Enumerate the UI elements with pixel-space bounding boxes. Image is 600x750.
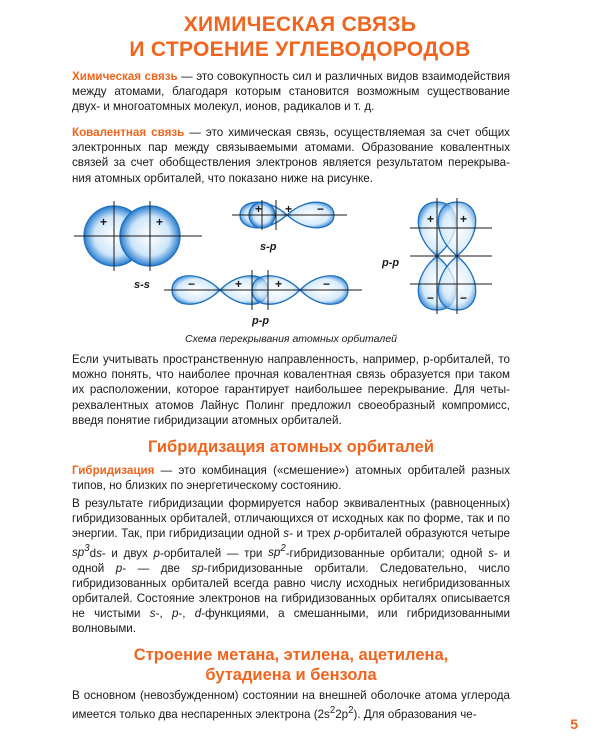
text-fragment: d — [89, 546, 97, 560]
paragraph-chemical-bond — [72, 69, 510, 115]
plus-sign: + — [255, 202, 263, 216]
orbital-symbol-p: p — [153, 546, 160, 560]
plus-sign: + — [275, 277, 283, 291]
minus-sign: − — [188, 277, 196, 291]
pp-vertical-overlap-diagram — [381, 198, 492, 314]
plus-sign: + — [427, 212, 435, 226]
section-heading-line-2: бутадиена и бензола — [205, 666, 377, 684]
text-fragment: -орбиталей образуются четыре — [340, 527, 510, 541]
section-heading-line-1: Строение метана, этилена, ацетилена, — [133, 646, 449, 664]
sp-symbol: sp — [191, 561, 204, 575]
plus-sign: + — [100, 215, 108, 229]
label-pp-vertical: p-p — [382, 257, 400, 269]
paragraph-ground-state — [72, 688, 510, 722]
orbital-symbol-p: p — [171, 607, 179, 621]
orbital-symbol-p: p — [333, 527, 341, 541]
text-fragment: - и двух — [101, 546, 154, 560]
definition-hybridization: — это комбинация («смешение») атомных орбиталей разных типов, но близких по энергетическому состоянию. — [72, 464, 510, 493]
title-line-2: И СТРОЕНИЕ УГЛЕВОДОРОДОВ — [129, 38, 471, 61]
pp-horizontal-overlap-diagram — [164, 270, 362, 327]
superscript: 3 — [84, 543, 90, 555]
paragraph-hybridization-details — [72, 496, 510, 637]
minus-sign: − — [427, 291, 435, 305]
section-heading-hybridization: Гибридизация атомных орбиталей — [147, 438, 435, 456]
section-heading-structure — [72, 645, 510, 685]
sp3-symbol — [72, 543, 90, 560]
orbital-symbol-s: s — [149, 607, 156, 621]
title-line-1: ХИМИЧЕСКАЯ СВЯЗЬ — [183, 13, 417, 36]
term-hybridization: Гибридизация — [72, 464, 155, 477]
orbital-symbol-s: s — [96, 546, 102, 560]
plus-sign: + — [460, 212, 468, 226]
page-title — [0, 12, 600, 62]
superscript: 2 — [348, 705, 354, 717]
orbital-symbol-p: p — [115, 561, 123, 575]
label-sp: s-p — [260, 241, 277, 253]
orbital-symbol-d: d — [194, 607, 202, 621]
minus-sign: − — [317, 202, 325, 216]
text-fragment: 2p — [335, 708, 349, 722]
text-fragment: -, — [178, 607, 195, 621]
orbital-symbol-s: s — [283, 527, 290, 541]
text-fragment: -гибридизованные орбитали; одной — [285, 546, 489, 560]
plus-sign: + — [235, 277, 243, 291]
label-pp-horizontal: p-p — [252, 315, 270, 327]
figure-caption: Схема перекрывания атомных орбиталей — [185, 333, 397, 345]
paragraph-hybridization-definition — [72, 463, 510, 493]
page-number: 5 — [570, 716, 578, 732]
sp2-symbol — [268, 543, 286, 560]
text-fragment: -гибридизованные орбитали. Следовательно, число гибридизованных орбиталей всегда равно числу исходных негибридизованных орбиталей. Состояние электронов на гибридизованных орбиталях описывается не чистыми — [72, 561, 510, 621]
text-fragment: - и трех — [289, 527, 334, 541]
definition-chemical-bond: — это совокупность сил и различных видов взаимодействия между атомами, благодаря которым становится возможным существование двух- и многоатомных молекул, ионов, радикалов и т. д. — [72, 70, 510, 114]
paragraph-pauling: Если учитывать пространственную направленность, например, p-орбиталей, то можно понять, что наиболее прочная ковалентная связь образуется при таком их расположении, которое гарантирует наибольшее перекрывание. Для четырехвалентных атомов Лайнус Полинг предложил своеобразный компромисс, введя понятие гибридизации атомных орбиталей. — [72, 353, 510, 427]
text-fragment: В результате гибридизации формируется набор эквивалентных (равноценных) гибридизованных орбиталей, отличающихся от исходных как по форме, так и по энергии. Так, при гибридизации одной — [72, 497, 510, 541]
label-ss: s-s — [134, 279, 150, 291]
sp-overlap-diagram — [232, 200, 347, 253]
text-fragment: ). Для образования че- — [353, 708, 477, 722]
text-fragment: -орбиталей — три — [159, 546, 269, 560]
superscript: 2 — [329, 705, 336, 717]
text-fragment: - — две — [122, 561, 192, 575]
plus-sign: + — [156, 215, 164, 229]
plus-sign: + — [285, 202, 293, 216]
text-fragment: -, — [155, 607, 172, 621]
orbital-symbol-s: s — [488, 546, 494, 560]
minus-sign: − — [460, 291, 468, 305]
superscript: 2 — [280, 543, 286, 555]
paragraph-covalent-bond — [72, 125, 510, 186]
orbital-overlap-figure — [72, 198, 512, 328]
text-fragment: В основном (невозбужденном) состоянии на внешней оболочке атома углерода имеется только два неспаренных электрона (2s — [72, 689, 510, 722]
term-chemical-bond: Химическая связь — [72, 70, 178, 83]
text-fragment: - и одной — [72, 546, 511, 575]
sp-symbol: sp — [72, 546, 85, 560]
minus-sign: − — [323, 277, 331, 291]
term-covalent-bond: Ковалентная связь — [72, 126, 185, 139]
text-fragment: -функциями, а смешанными, или гибридизованными волновыми. — [72, 607, 510, 636]
definition-covalent-bond: — это химическая связь, осуществляемая за счет общих электронных пар между связываемыми атомами. Образование ковалентных связей за счет обобществления электронов является результатом перекрывания атомных орбиталей, что показано ниже на рисунке. — [72, 126, 510, 185]
sp-symbol: sp — [268, 546, 281, 560]
